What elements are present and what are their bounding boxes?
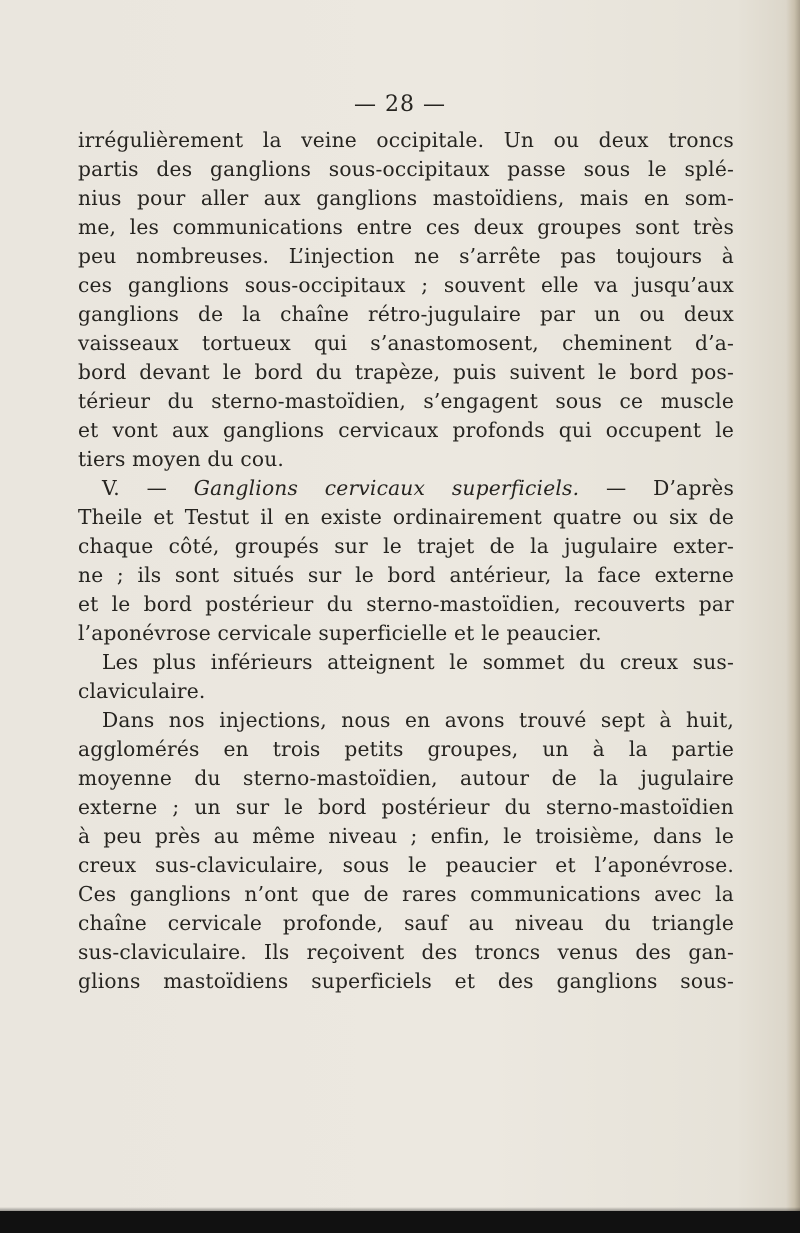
text-line: peu nombreuses. L’injection ne s’arrête pas toujours à <box>78 244 734 268</box>
text-line: vaisseaux tortueux qui s’anastomosent, cheminent d’a- <box>78 331 734 355</box>
text-line: bord devant le bord du trapèze, puis suivent le bord pos- <box>78 360 734 384</box>
text-line: ces ganglions sous-occipitaux ; souvent elle va jusqu’aux <box>78 273 734 297</box>
text-line: l’aponévrose cervicale superficielle et le peaucier. <box>78 621 602 645</box>
text-line: et le bord postérieur du sterno-mastoïdien, recouverts par <box>78 592 734 616</box>
text-line: claviculaire. <box>78 679 206 703</box>
section-heading-tail: — D’après <box>605 476 734 500</box>
text-line: Theile et Testut il en existe ordinairement quatre ou six de <box>78 505 734 529</box>
section-number: V. — <box>102 476 167 500</box>
text-line: creux sus-claviculaire, sous le peaucier et l’aponévrose. <box>78 853 734 877</box>
text-line: partis des ganglions sous-occipitaux passe sous le splé- <box>78 157 734 181</box>
text-line: ne ; ils sont situés sur le bord antérieur, la face externe <box>78 563 734 587</box>
text-line: Ces ganglions n’ont que de rares communications avec la <box>78 882 734 906</box>
text-line: térieur du sterno-mastoïdien, s’engagent sous ce muscle <box>78 389 734 413</box>
text-line: à peu près au même niveau ; enfin, le troisième, dans le <box>78 824 734 848</box>
section-heading: Ganglions cervicaux superficiels. <box>193 476 580 500</box>
text-line: chaque côté, groupés sur le trajet de la jugulaire exter- <box>78 534 734 558</box>
text-line: et vont aux ganglions cervicaux profonds qui occupent le <box>78 418 734 442</box>
page-number: — 28 — <box>354 92 446 117</box>
text-line: glions mastoïdiens superficiels et des ganglions sous- <box>78 969 734 993</box>
body-text <box>78 126 734 996</box>
text-line: nius pour aller aux ganglions mastoïdiens, mais en som- <box>78 186 734 210</box>
text-line: irrégulièrement la veine occipitale. Un ou deux troncs <box>78 128 734 152</box>
text-line: me, les communications entre ces deux groupes sont très <box>78 215 734 239</box>
text-line: sus-claviculaire. Ils reçoivent des troncs venus des gan- <box>78 940 734 964</box>
text-line: agglomérés en trois petits groupes, un à la partie <box>78 737 734 761</box>
text-line: Dans nos injections, nous en avons trouvé sept à huit, <box>102 708 734 732</box>
text-line: chaîne cervicale profonde, sauf au niveau du triangle <box>78 911 734 935</box>
page-edge-shadow <box>786 0 800 1233</box>
text-line: Les plus inférieurs atteignent le sommet du creux sus- <box>102 650 734 674</box>
text-line: externe ; un sur le bord postérieur du sterno-mastoïdien <box>78 795 734 819</box>
text-line: moyenne du sterno-mastoïdien, autour de la jugulaire <box>78 766 734 790</box>
section-heading-line <box>78 474 734 503</box>
scan-bottom-edge <box>0 1211 800 1233</box>
text-line: tiers moyen du cou. <box>78 447 285 471</box>
text-line: ganglions de la chaîne rétro-jugulaire par un ou deux <box>78 302 734 326</box>
